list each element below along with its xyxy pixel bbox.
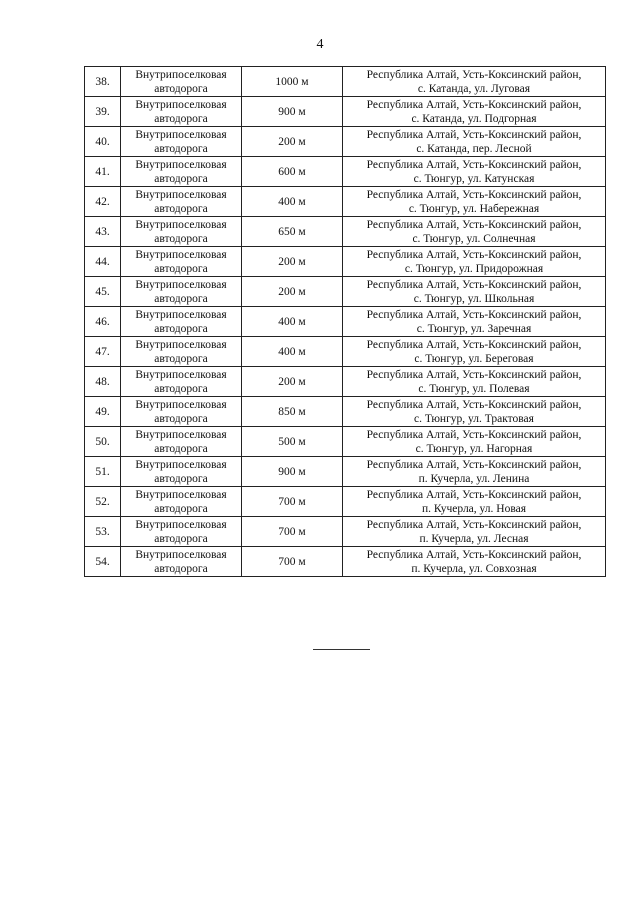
address-line2: п. Кучерла, ул. Лесная bbox=[419, 532, 529, 545]
address-line2: с. Тюнгур, ул. Придорожная bbox=[404, 262, 544, 275]
road-type-line1: Внутрипоселковая bbox=[135, 548, 227, 561]
address-line2: с. Тюнгур, ул. Школьная bbox=[413, 292, 535, 305]
road-type-line1: Внутрипоселковая bbox=[135, 158, 227, 171]
road-type-cell bbox=[121, 247, 242, 277]
road-type-line2: автодорога bbox=[154, 472, 208, 485]
address-line2: с. Тюнгур, ул. Катунская bbox=[413, 172, 535, 185]
road-type-cell bbox=[121, 457, 242, 487]
table-row bbox=[85, 367, 606, 397]
road-type-cell bbox=[121, 187, 242, 217]
road-length-cell: 900 м bbox=[242, 97, 343, 127]
address-line2: п. Кучерла, ул. Совхозная bbox=[411, 562, 537, 575]
address-cell bbox=[343, 307, 606, 337]
address-line1: Республика Алтай, Усть-Коксинский район, bbox=[366, 308, 582, 321]
road-type-line2: автодорога bbox=[154, 232, 208, 245]
address-line2: с. Тюнгур, ул. Солнечная bbox=[412, 232, 536, 245]
address-line1: Республика Алтай, Усть-Коксинский район, bbox=[366, 368, 582, 381]
address-line1: Республика Алтай, Усть-Коксинский район, bbox=[366, 98, 582, 111]
row-number: 40. bbox=[85, 127, 121, 157]
road-length-cell: 400 м bbox=[242, 187, 343, 217]
address-line1: Республика Алтай, Усть-Коксинский район, bbox=[366, 488, 582, 501]
address-line2: с. Катанда, пер. Лесной bbox=[416, 142, 532, 155]
table-row bbox=[85, 247, 606, 277]
road-type-line1: Внутрипоселковая bbox=[135, 128, 227, 141]
address-line1: Республика Алтай, Усть-Коксинский район, bbox=[366, 398, 582, 411]
row-number: 39. bbox=[85, 97, 121, 127]
row-number: 47. bbox=[85, 337, 121, 367]
address-line2: с. Тюнгур, ул. Береговая bbox=[414, 352, 534, 365]
road-type-cell bbox=[121, 97, 242, 127]
address-line2: п. Кучерла, ул. Новая bbox=[422, 502, 526, 515]
row-number: 51. bbox=[85, 457, 121, 487]
table-row bbox=[85, 307, 606, 337]
road-type-line1: Внутрипоселковая bbox=[135, 98, 227, 111]
row-number: 54. bbox=[85, 547, 121, 577]
road-type-cell bbox=[121, 367, 242, 397]
address-line1: Республика Алтай, Усть-Коксинский район, bbox=[366, 548, 582, 561]
table-row bbox=[85, 187, 606, 217]
road-type-line1: Внутрипоселковая bbox=[135, 518, 227, 531]
address-line1: Республика Алтай, Усть-Коксинский район, bbox=[366, 128, 582, 141]
road-type-line1: Внутрипоселковая bbox=[135, 488, 227, 501]
road-type-line1: Внутрипоселковая bbox=[135, 218, 227, 231]
address-cell bbox=[343, 547, 606, 577]
road-type-cell bbox=[121, 307, 242, 337]
road-type-line2: автодорога bbox=[154, 262, 208, 275]
road-type-line2: автодорога bbox=[154, 142, 208, 155]
address-cell bbox=[343, 97, 606, 127]
row-number: 42. bbox=[85, 187, 121, 217]
road-length-cell: 200 м bbox=[242, 247, 343, 277]
row-number: 45. bbox=[85, 277, 121, 307]
road-type-line1: Внутрипоселковая bbox=[135, 248, 227, 261]
road-type-line1: Внутрипоселковая bbox=[135, 338, 227, 351]
address-line2: с. Тюнгур, ул. Нагорная bbox=[415, 442, 533, 455]
table-row bbox=[85, 97, 606, 127]
row-number: 46. bbox=[85, 307, 121, 337]
address-line1: Республика Алтай, Усть-Коксинский район, bbox=[366, 458, 582, 471]
road-type-cell bbox=[121, 397, 242, 427]
road-type-line2: автодорога bbox=[154, 82, 208, 95]
row-number: 43. bbox=[85, 217, 121, 247]
road-type-line2: автодорога bbox=[154, 172, 208, 185]
address-line1: Республика Алтай, Усть-Коксинский район, bbox=[366, 518, 582, 531]
row-number: 52. bbox=[85, 487, 121, 517]
address-cell bbox=[343, 277, 606, 307]
road-type-cell bbox=[121, 337, 242, 367]
road-length-cell: 900 м bbox=[242, 457, 343, 487]
road-length-cell: 200 м bbox=[242, 367, 343, 397]
address-cell bbox=[343, 427, 606, 457]
row-number: 49. bbox=[85, 397, 121, 427]
address-cell bbox=[343, 217, 606, 247]
road-type-line2: автодорога bbox=[154, 412, 208, 425]
road-type-line1: Внутрипоселковая bbox=[135, 368, 227, 381]
road-length-cell: 700 м bbox=[242, 517, 343, 547]
road-length-cell: 600 м bbox=[242, 157, 343, 187]
road-type-line1: Внутрипоселковая bbox=[135, 428, 227, 441]
address-line1: Республика Алтай, Усть-Коксинский район, bbox=[366, 338, 582, 351]
table-row bbox=[85, 217, 606, 247]
address-cell bbox=[343, 517, 606, 547]
table-row bbox=[85, 277, 606, 307]
road-type-line2: автодорога bbox=[154, 382, 208, 395]
address-line1: Республика Алтай, Усть-Коксинский район, bbox=[366, 158, 582, 171]
row-number: 41. bbox=[85, 157, 121, 187]
address-line2: с. Тюнгур, ул. Полевая bbox=[418, 382, 530, 395]
road-length-cell: 650 м bbox=[242, 217, 343, 247]
address-line2: п. Кучерла, ул. Ленина bbox=[418, 472, 530, 485]
table-row bbox=[85, 337, 606, 367]
address-line1: Республика Алтай, Усть-Коксинский район, bbox=[366, 68, 582, 81]
road-type-line2: автодорога bbox=[154, 532, 208, 545]
road-type-line2: автодорога bbox=[154, 502, 208, 515]
road-length-cell: 1000 м bbox=[242, 67, 343, 97]
road-type-line1: Внутрипоселковая bbox=[135, 188, 227, 201]
roads-table bbox=[84, 66, 606, 577]
road-type-cell bbox=[121, 517, 242, 547]
address-cell bbox=[343, 247, 606, 277]
road-type-line2: автодорога bbox=[154, 112, 208, 125]
row-number: 48. bbox=[85, 367, 121, 397]
road-type-line2: автодорога bbox=[154, 442, 208, 455]
address-cell bbox=[343, 157, 606, 187]
road-type-cell bbox=[121, 277, 242, 307]
road-type-cell bbox=[121, 487, 242, 517]
address-line2: с. Катанда, ул. Подгорная bbox=[411, 112, 537, 125]
address-line2: с. Тюнгур, ул. Трактовая bbox=[414, 412, 534, 425]
address-line2: с. Тюнгур, ул. Заречная bbox=[416, 322, 532, 335]
table-row bbox=[85, 157, 606, 187]
address-cell bbox=[343, 67, 606, 97]
address-cell bbox=[343, 397, 606, 427]
road-length-cell: 700 м bbox=[242, 547, 343, 577]
address-line2: с. Катанда, ул. Луговая bbox=[417, 82, 531, 95]
table-row bbox=[85, 67, 606, 97]
road-length-cell: 500 м bbox=[242, 427, 343, 457]
address-line2: с. Тюнгур, ул. Набережная bbox=[408, 202, 540, 215]
road-type-line2: автодорога bbox=[154, 202, 208, 215]
road-type-line1: Внутрипоселковая bbox=[135, 278, 227, 291]
row-number: 38. bbox=[85, 67, 121, 97]
road-type-line1: Внутрипоселковая bbox=[135, 68, 227, 81]
road-type-cell bbox=[121, 67, 242, 97]
address-cell bbox=[343, 337, 606, 367]
page-number: 4 bbox=[316, 37, 324, 52]
road-type-cell bbox=[121, 427, 242, 457]
row-number: 44. bbox=[85, 247, 121, 277]
road-type-cell bbox=[121, 127, 242, 157]
address-line1: Республика Алтай, Усть-Коксинский район, bbox=[366, 428, 582, 441]
closing-separator-line bbox=[313, 649, 370, 650]
address-cell bbox=[343, 367, 606, 397]
table-row bbox=[85, 397, 606, 427]
road-type-line2: автодорога bbox=[154, 352, 208, 365]
road-type-line2: автодорога bbox=[154, 292, 208, 305]
table-row bbox=[85, 427, 606, 457]
road-length-cell: 700 м bbox=[242, 487, 343, 517]
row-number: 50. bbox=[85, 427, 121, 457]
road-type-cell bbox=[121, 157, 242, 187]
table-row bbox=[85, 487, 606, 517]
road-type-line1: Внутрипоселковая bbox=[135, 398, 227, 411]
address-line1: Республика Алтай, Усть-Коксинский район, bbox=[366, 188, 582, 201]
table-row bbox=[85, 517, 606, 547]
road-type-cell bbox=[121, 547, 242, 577]
table-row bbox=[85, 547, 606, 577]
road-type-line2: автодорога bbox=[154, 562, 208, 575]
road-length-cell: 200 м bbox=[242, 127, 343, 157]
road-type-line1: Внутрипоселковая bbox=[135, 458, 227, 471]
road-length-cell: 850 м bbox=[242, 397, 343, 427]
address-line1: Республика Алтай, Усть-Коксинский район, bbox=[366, 248, 582, 261]
address-line1: Республика Алтай, Усть-Коксинский район, bbox=[366, 278, 582, 291]
road-type-cell bbox=[121, 217, 242, 247]
address-line1: Республика Алтай, Усть-Коксинский район, bbox=[366, 218, 582, 231]
road-type-line1: Внутрипоселковая bbox=[135, 308, 227, 321]
table-row bbox=[85, 457, 606, 487]
address-cell bbox=[343, 127, 606, 157]
address-cell bbox=[343, 487, 606, 517]
roads-table-body bbox=[85, 67, 606, 577]
address-cell bbox=[343, 187, 606, 217]
road-length-cell: 400 м bbox=[242, 337, 343, 367]
road-type-line2: автодорога bbox=[154, 322, 208, 335]
road-length-cell: 400 м bbox=[242, 307, 343, 337]
row-number: 53. bbox=[85, 517, 121, 547]
road-length-cell: 200 м bbox=[242, 277, 343, 307]
address-cell bbox=[343, 457, 606, 487]
table-row bbox=[85, 127, 606, 157]
